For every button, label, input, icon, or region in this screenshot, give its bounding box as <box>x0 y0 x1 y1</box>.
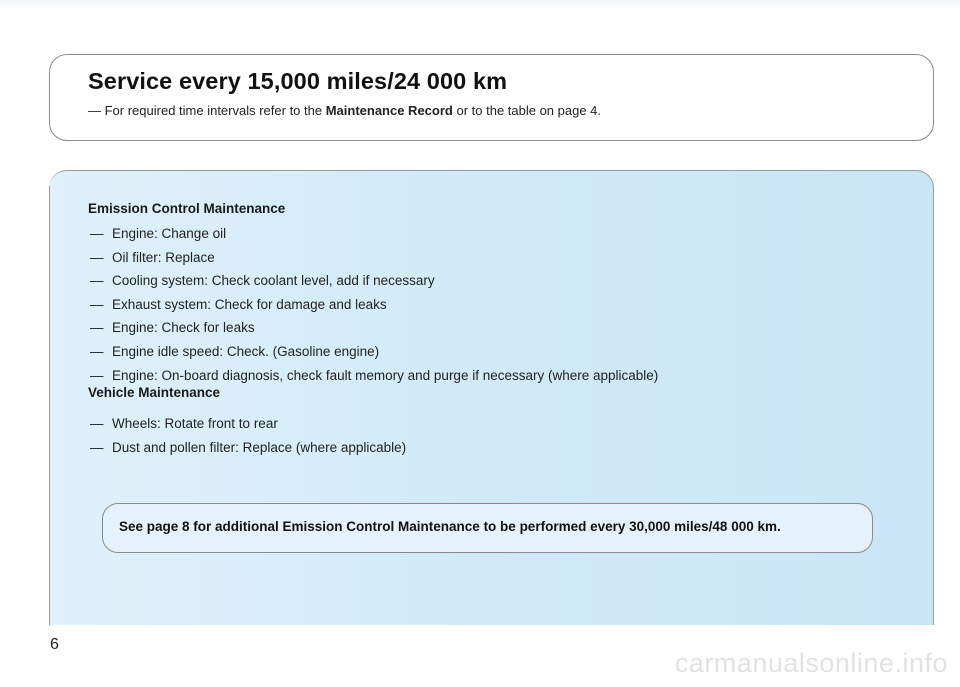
list-item <box>90 316 658 340</box>
watermark: carmanualsonline.info <box>674 648 948 678</box>
item-text: Dust and pollen filter: Replace (where applicable) <box>112 439 407 455</box>
list-item <box>90 436 406 460</box>
dash: — <box>90 416 104 431</box>
list-item <box>90 222 658 246</box>
additional-maintenance-note <box>102 503 873 553</box>
dash: — <box>90 367 104 383</box>
service-header-box <box>49 54 934 141</box>
item-text: Oil filter: Replace <box>112 249 215 265</box>
dash: — <box>90 226 104 241</box>
emission-list <box>90 222 658 387</box>
maintenance-record-ref: Maintenance Record <box>325 103 453 118</box>
vehicle-list <box>90 412 406 459</box>
list-item <box>90 269 658 293</box>
top-stripe <box>0 0 960 10</box>
item-text: Engine idle speed: Check. (Gasoline engine) <box>112 343 380 359</box>
dash: — <box>90 296 104 312</box>
item-text: Wheels: Rotate front to rear <box>112 416 278 431</box>
panel-left-border <box>49 186 50 625</box>
emission-heading: Emission Control Maintenance <box>88 201 286 216</box>
dash: — <box>90 343 104 359</box>
dash: — <box>90 273 104 289</box>
list-item <box>90 364 658 388</box>
item-text: Engine: On-board diagnosis, check fault memory and purge if necessary (where applicable) <box>112 367 659 383</box>
dash: — <box>90 249 104 265</box>
item-text: Engine: Change oil <box>112 226 227 241</box>
list-item <box>90 293 658 317</box>
dash: — <box>90 439 104 455</box>
item-text: Engine: Check for leaks <box>112 320 255 336</box>
vehicle-heading: Vehicle Maintenance <box>88 385 221 400</box>
note-suffix: or to the table on page 4. <box>452 103 602 118</box>
item-text: Exhaust system: Check for damage and leaks <box>112 296 387 312</box>
dash: — <box>90 320 104 336</box>
item-text: Cooling system: Check coolant level, add if necessary <box>112 273 435 289</box>
page-number: 6 <box>50 636 59 653</box>
service-interval-title: Service every 15,000 miles/24 000 km <box>88 68 508 94</box>
service-interval-note <box>88 103 601 118</box>
list-item <box>90 340 658 364</box>
note-text: See page 8 for additional Emission Control Maintenance to be performed every 30,000 miles/48 000 km. <box>119 519 781 534</box>
list-item <box>90 246 658 270</box>
list-item <box>90 412 406 436</box>
note-prefix: — For required time intervals refer to the <box>88 103 326 118</box>
